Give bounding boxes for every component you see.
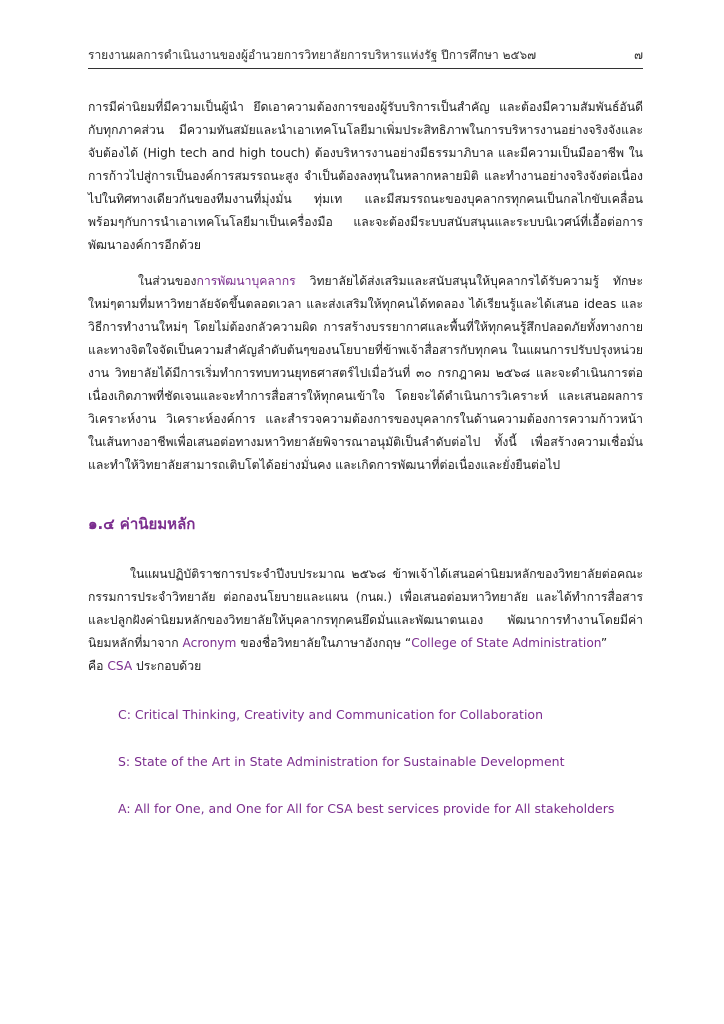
paragraph-personnel-development — [88, 270, 643, 477]
para3-close-quote: ” — [600, 636, 608, 650]
para3-mid: ของชื่อวิทยาลัยในภาษาอังกฤษ “ — [236, 636, 412, 650]
para2-rest: วิทยาลัยได้ส่งเสริมและสนับสนุนให้บุคลากรได้รับความรู้ ทักษะใหม่ๆตามที่มหาวิทยาลัยจัดขึ้นตลอดเวลา และส่งเสริมให้ทุกคนได้ทดลอง ได้เรียนรู้และได้เสนอ ideas และวิธีการทำงานใหม่ๆ โดยไม่ต้องกลัวความผิด การสร้างบรรยากาศและพื้นที่ให้ทุกคนรู้สึกปลอดภัยทั้งทางกายและทางจิตใจจัดเป็นความสำคัญลำดับต้นๆของนโยบายที่ข้าพเจ้าสื่อสารกับทุกคน ในแผนการปรับปรุงหน่วยงาน วิทยาลัยได้มีการเริ่มทำการทบทวนยุทธศาสตร์ไปเมื่อวันที่ ๓๐ กรกฎาคม ๒๕๖๘ และจะดำเนินการต่อเนื่องเกิดภาพที่ชัดเจนและจะทำการสื่อสารให้ทุกคนเข้าใจ โดยจะได้ดำเนินการวิเคราะห์ และเสนอผลการวิเคราะห์งาน วิเคราะห์องค์การ และสำรวจความต้องการของบุคลากรในด้านความต้องการความก้าวหน้าในเส้นทางอาชีพเพื่อเสนอต่อทางมหาวิทยาลัยพิจารณาอนุมัติเป็นลำดับต่อไป ทั้งนี้ เพื่อสร้างความเชื่อมั่น และทำให้วิทยาลัยสามารถเติบโตได้อย่างมั่นคง และเกิดการพัฒนาที่ต่อเนื่องและยั่งยืนต่อไป — [88, 274, 643, 472]
page-header — [88, 40, 643, 69]
core-value-a: A: All for One, and One for All for CSA best services provide for All stakeholders — [118, 801, 615, 816]
paragraph-values-intro: การมีค่านิยมที่มีความเป็นผู้นำ ยึดเอาความต้องการของผู้รับบริการเป็นสำคัญ และต้องมีความสัมพันธ์อันดีกับทุกภาคส่วน มีความทันสมัยและนำเอาเทคโนโลยีมาเพิ่มประสิทธิภาพในการบริหารงานอย่างจริงจังและจับต้องได้ (High tech and high touch) ต้องบริหารงานอย่างมีธรรมาภิบาล และมีความเป็นมืออาชีพ ในการก้าวไปสู่การเป็นองค์การสมรรถนะสูง จำเป็นต้องลงทุนในหลากหลายมิติ และทำงานอย่างจริงจังต่อเนื่องไปในทิศทางเดียวกันของทีมงานที่มุ่งมั่น ทุ่มเท และมีสมรรถนะของบุคลากรทุกคนเป็นกลไกขับเคลื่อน พร้อมๆกับการนำเอาเทคโนโลยีมาเป็นเครื่องมือ และจะต้องมีระบบสนับสนุนและระบบนิเวศน์ที่เอื้อต่อการพัฒนาองค์การอีกด้วย — [88, 100, 643, 252]
core-value-c: C: Critical Thinking, Creativity and Communication for Collaboration — [118, 707, 543, 722]
acronym-word: Acronym — [182, 636, 237, 650]
page-number: ๗ — [633, 48, 643, 62]
section-heading-core-values: ๑.๔ ค่านิยมหลัก — [88, 515, 196, 533]
para2-lead: ในส่วนของ — [138, 274, 197, 288]
csa-acronym: CSA — [107, 659, 133, 673]
paragraph-core-values — [88, 563, 643, 678]
college-name-english: College of State Administration — [411, 636, 601, 650]
core-value-s: S: State of the Art in State Administration for Sustainable Development — [118, 754, 565, 769]
personnel-development-highlight: การพัฒนาบุคลากร — [196, 274, 296, 288]
header-title: รายงานผลการดำเนินงานของผู้อำนวยการวิทยาลัยการบริหารแห่งรัฐ ปีการศึกษา ๒๕๖๗ — [88, 48, 537, 62]
para3-tail: ประกอบด้วย — [132, 659, 202, 673]
para3-line-end: คือ — [88, 659, 108, 673]
para3-lead: ในแผนปฏิบัติราชการประจำปีงบประมาณ ๒๕๖๘ ข้าพเจ้าได้เสนอค่านิยมหลักของวิทยาลัยต่อคณะกรรมการประจำวิทยาลัย ต่อกองนโยบายและแผน (กนผ.) เพื่อเสนอต่อมหาวิทยาลัย และได้ทำการสื่อสารและปลูกฝังค่านิยมหลักของวิทยาลัยให้บุคลากรทุกคนยึดมั่นและพัฒนาตนเอง พัฒนาการทำงานโดยมีค่านิยมหลักที่มาจาก — [88, 567, 643, 650]
